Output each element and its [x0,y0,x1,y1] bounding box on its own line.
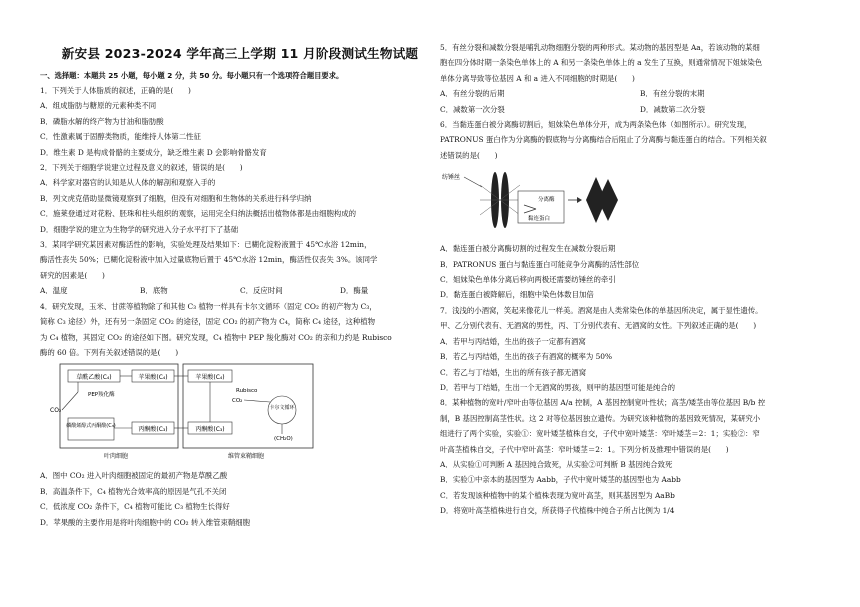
q2-option-b: B．列文虎克借助显微镜观察到了细胞，但没有对细胞和生物体的关系进行科学归纳 [40,193,312,203]
q8-option-c: C．若发现该种植物中的某个植株表现为宽叶高茎，则其基因型为 AaBb [440,490,675,500]
question-5 [440,40,840,117]
question-1 [40,83,440,160]
pyruvate-right-label: 丙酮酸(C₃) [195,426,225,434]
q5-stem-line-1: 5．有丝分裂和减数分裂是哺乳动物细胞分裂的两种形式。某动物的基因型是 Aa，若该动物的某细 [440,43,760,52]
oaa-label: 草酰乙酸(C₄) [76,374,112,382]
question-6 [440,117,840,303]
cohesin-label: 黏连蛋白 [528,216,551,223]
question-8 [440,395,840,518]
q5-stem-line-2: 胞在四分体时期一条染色单体上的 A 和另一条染色单体上的 a 发生了互换，则通常情况下姐妹染色 [440,58,763,68]
q3-stem-line-2: 酶活性丧失 50%；已糊化淀粉液中加入过量底物后置于 45℃水浴 12min，酶活性仅丧失 3%。该同学 [40,255,378,265]
q4-stem-line-2: 简称 C₃ 途径）外，还有另一条固定 CO₂ 的途径，固定 CO₂ 的初产物为 C₄，简称 C₄ 途径，这种植物 [40,317,376,327]
q2-option-a: A．科学家对器官的认知是从人体的解剖和观察入手的 [40,178,216,188]
chromosome-separation-diagram [440,165,620,235]
q2-stem: 2．下列关于细胞学说建立过程及意义的叙述，错误的是( ) [40,163,243,173]
q4-option-d: D．苹果酸的主要作用是将叶肉细胞中的 CO₂ 转入维管束鞘细胞 [40,517,251,527]
ch2o-label: (CH₂O) [274,436,293,443]
q3-option-b: B．底物 [140,286,168,296]
q5-stem-line-3: 单体分离导致等位基因 A 和 a 进入不同细胞的时期是( ) [440,73,635,83]
question-4 [40,299,440,530]
q6-option-b: B．PATRONUS 蛋白与黏连蛋白可能竞争分离酶的活性部位 [440,259,640,269]
q6-stem-line-2: PATRONUS 蛋白作为分离酶的假底物与分离酶结合后阻止了分离酶与黏连蛋白的结合。下列相关叙 [440,135,767,145]
pep-substrate-label: 磷酸烯醇式丙酮酸(C₃) [66,423,116,430]
q3-option-a: A．温度 [40,286,68,296]
q5-option-c: C．减数第一次分裂 [440,104,505,114]
q8-option-d: D．将宽叶高茎植株进行自交，所获得子代植株中纯合子所占比例为 1/4 [440,506,675,516]
q1-option-a: A．组成脂肪与糖原的元素种类不同 [40,101,157,111]
spindle-label: 纺锤丝 [442,174,461,182]
q4-stem-line-3: 为 C₄ 植物，其固定 CO₂ 的途径如下图。研究发现，C₄ 植物中 PEP 羧化酶对 CO₂ 的亲和力约是 Rubisco [40,332,392,342]
section-instructions: 一、选择题：本题共 25 小题，每小题 2 分，共 50 分。每小题只有一个选项符合题目要求。 [40,71,344,80]
right-column [440,0,840,519]
q3-option-c: C．反应时间 [240,286,283,296]
q7-option-c: C．若乙与丁结婚，生出的所有孩子都无酒窝 [440,367,587,377]
q4-stem-line-4: 酶的 60 倍。下列有关叙述错误的是( ) [40,347,179,357]
bundle-sheath-label: 维管束鞘细胞 [228,453,265,461]
left-column [40,0,440,530]
q5-option-a: A．有丝分裂的后期 [440,89,505,99]
q3-stem-line-3: 研究的因素是( ) [40,270,105,280]
c4-pathway-diagram [48,362,318,462]
q8-option-b: B．实验①中亲本的基因型为 Aabb，子代中宽叶矮茎的基因型也为 Aabb [440,475,681,485]
q2-option-d: D．细胞学说的建立为生物学的研究进入分子水平打下了基础 [40,224,239,234]
q8-stem-line-4: 叶高茎植株自交，子代中窄叶高茎：窄叶矮茎＝2：1。下列分析及推理中错误的是( ) [440,444,729,454]
pep-carboxylase-label: PEP羧化酶 [88,392,115,399]
q6-stem-line-3: 述错误的是( ) [440,150,498,160]
q7-stem-line-2: 甲、乙分别代表有、无酒窝的男性，丙、丁分别代表有、无酒窝的女性。下列叙述正确的是( ) [440,321,757,331]
q8-stem-line-1: 8．某种植物的宽叶/窄叶由等位基因 A/a 控制，A 基因控制宽叶性状；高茎/矮茎由等位基因 B/b 控 [440,398,766,408]
pyruvate-left-label: 丙酮酸(C₃) [138,426,168,434]
q7-option-b: B．若乙与丙结婚，生出的孩子有酒窝的概率为 50% [440,352,613,362]
q6-option-a: A．黏连蛋白被分离酶切割的过程发生在减数分裂后期 [440,244,616,254]
q3-stem-line-1: 3．某同学研究某因素对酶活性的影响，实验处理及结果如下：已糊化淀粉液置于 45℃水浴 12min， [40,240,372,250]
q1-option-d: D．维生素 D 是构成骨骼的主要成分，缺乏维生素 D 会影响骨骼发育 [40,147,267,157]
q6-option-c: C．姐妹染色单体分离后移向两极还需要纺锤丝的牵引 [440,275,616,285]
question-3 [40,237,440,299]
q7-stem-line-1: 7．浅浅的小酒窝，笑起来像花儿一样美。酒窝是由人类常染色体的单基因所决定，属于显性遗传。 [440,305,763,315]
q1-option-c: C．性激素属于固醇类物质，能维持人体第二性征 [40,132,201,142]
q7-option-d: D．若甲与丁结婚，生出一个无酒窝的男孩，则甲的基因型可能是纯合的 [440,382,676,392]
malate-left-label: 苹果酸(C₄) [138,374,168,382]
malate-right-label: 苹果酸(C₄) [195,374,225,382]
q3-option-d: D．酶量 [340,286,369,296]
q6-option-d: D．黏连蛋白被降解后，细胞中染色体数目加倍 [440,290,594,300]
question-2 [40,160,440,237]
calvin-cycle-label: 卡尔文循环 [269,405,295,412]
q4-option-a: A．图中 CO₂ 进入叶肉细胞被固定的最初产物是草酰乙酸 [40,471,228,481]
q5-option-b: B．有丝分裂的末期 [640,89,705,99]
separase-label: 分离酶 [538,197,555,204]
q7-option-a: A．若甲与丙结婚，生出的孩子一定都有酒窝 [440,336,586,346]
q2-option-c: C．施莱登通过对花粉、胚珠和柱头组织的观察，运用完全归纳法概括出植物体都是由细胞构成的 [40,209,357,219]
q4-option-b: B．高温条件下，C₄ 植物光合效率高的原因是气孔不关闭 [40,486,227,496]
q8-stem-line-3: 组进行了两个实验，实验①：宽叶矮茎植株自交，子代中宽叶矮茎：窄叶矮茎＝2：1；实验②：窄 [440,429,760,439]
q5-option-d: D．减数第二次分裂 [640,104,706,114]
exam-title: 新安县 2023-2024 学年高三上学期 11 月阶段测试生物试题 [61,46,419,61]
separated-chromosome-right [598,179,618,221]
q1-option-b: B．磷脂水解的终产物为甘油和脂肪酸 [40,116,164,126]
co2-left-label: CO₂ [50,407,62,415]
q8-stem-line-2: 制，B 基因控制高茎性状。这 2 对等位基因独立遗传。为研究该种植物的基因致死情况，某研究小 [440,413,761,423]
question-7 [440,303,840,395]
q1-stem: 1．下列关于人体脂质的叙述，正确的是( ) [40,86,191,95]
arrow-icon [577,197,582,203]
q6-stem-line-1: 6．当黏连蛋白被分离酶切割后，姐妹染色单体分开，成为两条染色体（如图所示）。研究发现， [440,120,752,130]
q4-option-c: C．低浓度 CO₂ 条件下，C₄ 植物可能比 C₃ 植物生长得好 [40,502,230,512]
rubisco-label: Rubisco [236,388,258,395]
q8-option-a: A．从实验①可判断 A 基因纯合致死，从实验②可判断 B 基因纯合致死 [440,459,673,469]
co2-right-label: CO₂ [232,398,243,405]
mesophyll-label: 叶肉细胞 [104,453,129,461]
q4-stem-line-1: 4．研究发现，玉米、甘蔗等植物除了和其他 C₃ 植物一样具有卡尔文循环（固定 CO₂ 的初产物为 C₃， [40,301,377,311]
